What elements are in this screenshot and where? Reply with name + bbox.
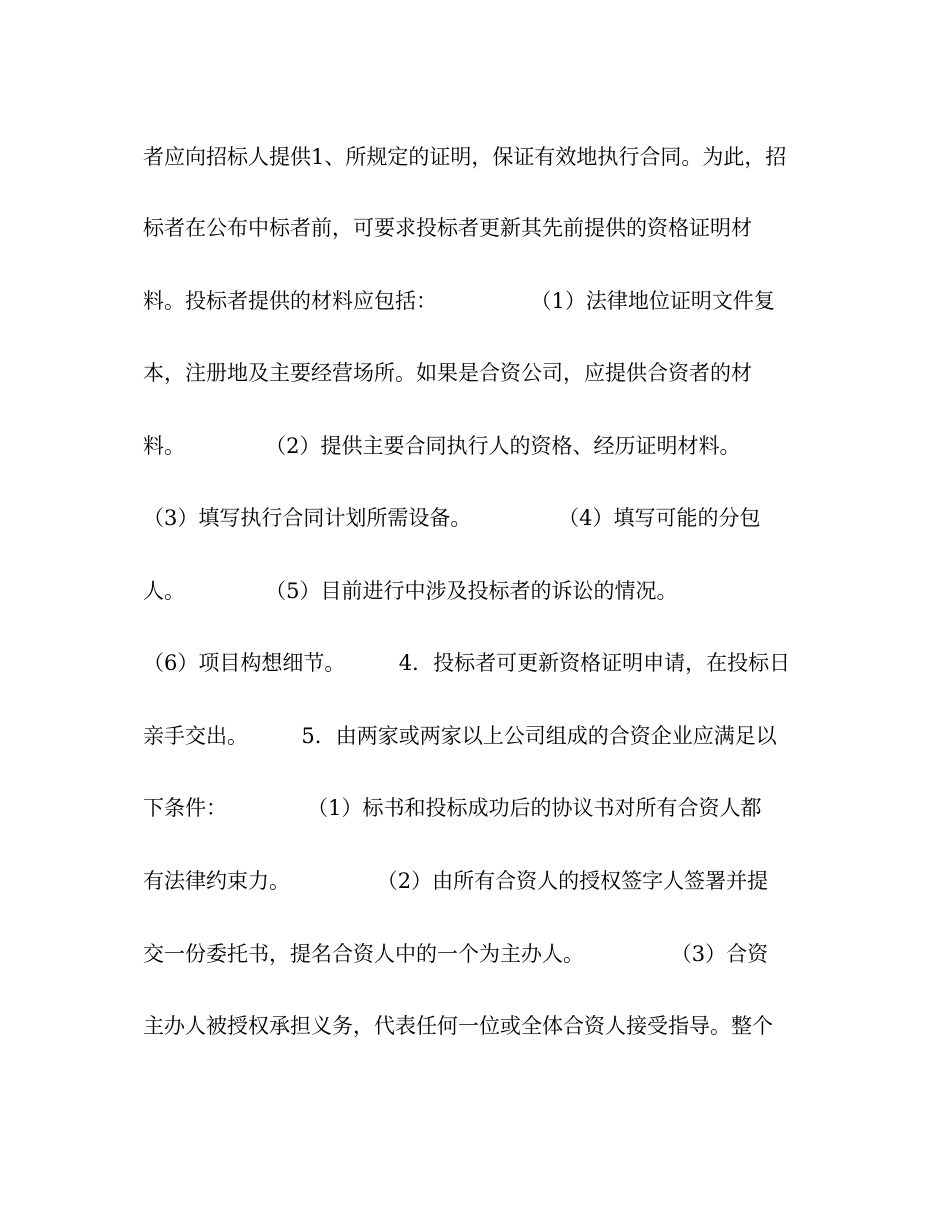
text-line-7: 人。 （5）目前进行中涉及投标者的诉讼的情况。: [143, 579, 678, 603]
text-line-3: 料。投标者提供的材料应包括： （1）法律地位证明文件复: [143, 289, 775, 313]
text-line-13: 主办人被授权承担义务，代表任何一位或全体合资人接受指导。整个: [143, 1014, 773, 1038]
text-line-6: （3）填写执行合同计划所需设备。 （4）填写可能的分包: [143, 506, 761, 530]
text-line-12: 交一份委托书，提名合资人中的一个为主办人。 （3）合资: [143, 942, 769, 966]
text-line-8: （6）项目构想细节。 4．投标者可更新资格证明申请，在投标日: [143, 651, 791, 675]
text-line-11: 有法律约束力。 （2）由所有合资人的授权签字人签署并提: [143, 869, 769, 893]
text-line-1: 者应向招标人提供1、所规定的证明，保证有效地执行合同。为此，招: [143, 145, 787, 169]
text-line-4: 本，注册地及主要经营场所。如果是合资公司，应提供合资者的材: [143, 361, 752, 385]
text-line-9: 亲手交出。 5．由两家或两家以上公司组成的合资企业应满足以: [143, 724, 777, 748]
text-line-10: 下条件： （1）标书和投标成功后的协议书对所有合资人都: [143, 796, 762, 820]
text-line-2: 标者在公布中标者前，可要求投标者更新其先前提供的资格证明材: [143, 216, 752, 240]
text-line-5: 料。 （2）提供主要合同执行人的资格、经历证明材料。: [143, 434, 741, 458]
